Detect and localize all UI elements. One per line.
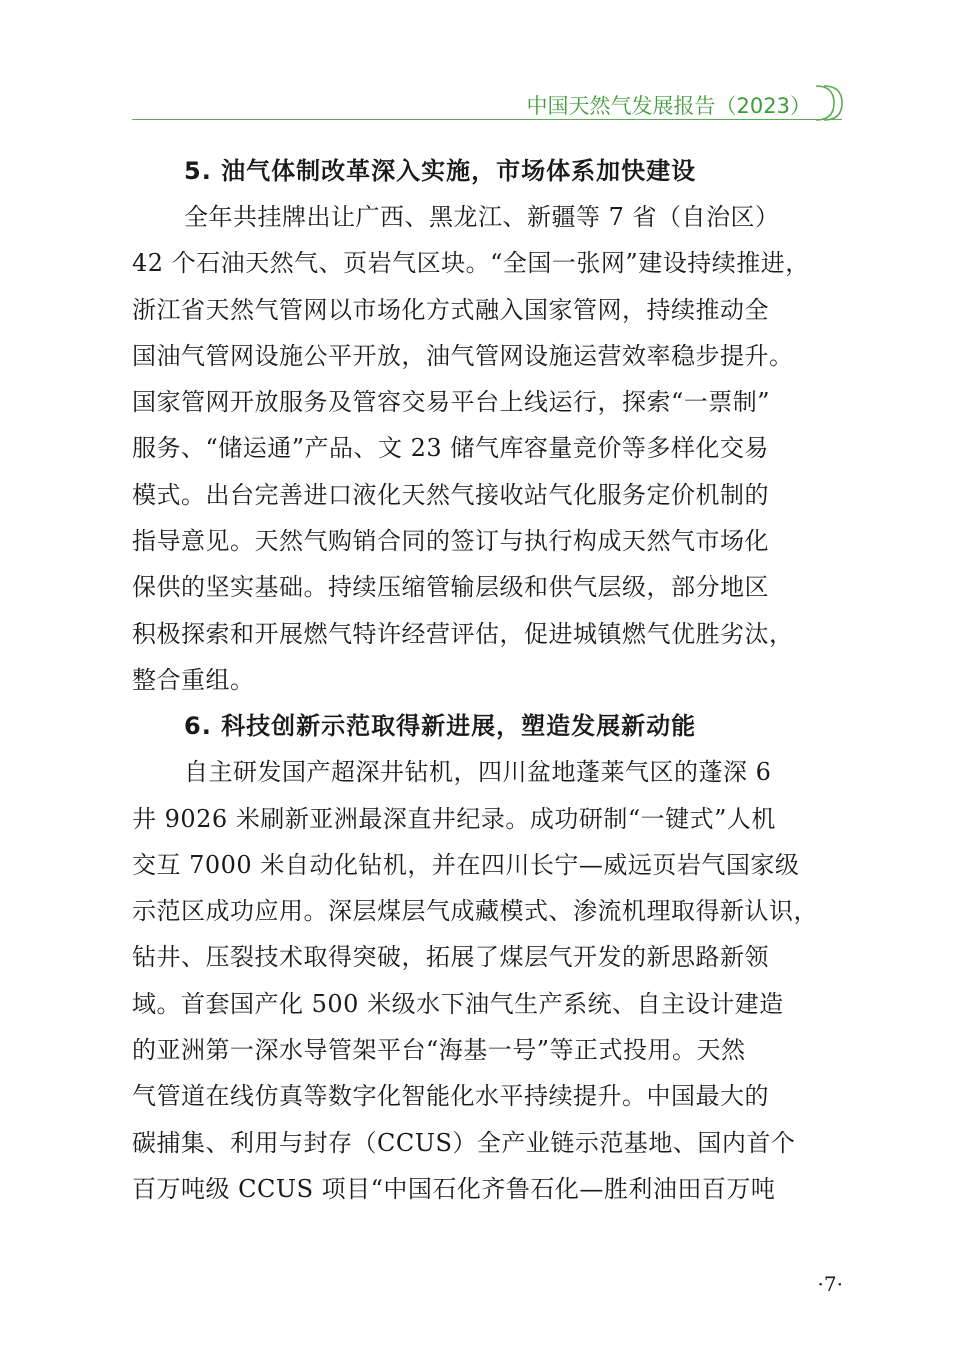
paragraph-line: 自主研发国产超深井钻机，四川盆地蓬莱气区的蓬深 6 (184, 758, 772, 787)
paragraph-line: 积极探索和开展燃气特许经营评估，促进城镇燃气优胜劣汰， (132, 619, 794, 648)
paragraph-line: 百万吨级 CCUS 项目“中国石化齐鲁石化—胜利油田百万吨 (132, 1174, 776, 1203)
paragraph-line: 国油气管网设施公平开放，油气管网设施运营效率稳步提升。 (132, 341, 794, 370)
paragraph-line: 服务、“储运通”产品、文 23 储气库容量竞价等多样化交易 (132, 434, 769, 463)
paragraph-line: 域。首套国产化 500 米级水下油气生产系统、自主设计建造 (132, 989, 784, 1018)
paragraph-line: 碳捕集、利用与封存（CCUS）全产业链示范基地、国内首个 (132, 1128, 796, 1157)
paragraph-line: 全年共挂牌出让广西、黑龙江、新疆等 7 省（自治区） (184, 203, 780, 231)
section-heading-6: 6. 科技创新示范取得新进展，塑造发展新动能 (184, 712, 697, 741)
paragraph-line: 钻井、压裂技术取得突破，拓展了煤层气开发的新思路新领 (132, 943, 769, 972)
header-rule (132, 119, 842, 120)
paragraph-line: 气管道在线仿真等数字化智能化水平持续提升。中国最大的 (132, 1082, 769, 1111)
paragraph-line: 示范区成功应用。深层煤层气成藏模式、渗流机理取得新认识， (132, 897, 818, 926)
paragraph-line: 的亚洲第一深水导管架平台“海基一号”等正式投用。天然 (132, 1036, 746, 1065)
section-heading-5: 5. 油气体制改革深入实施，市场体系加快建设 (184, 157, 697, 185)
paragraph-line: 井 9026 米刷新亚洲最深直井纪录。成功研制“一键式”人机 (132, 804, 776, 833)
paragraph-line: 保供的坚实基础。持续压缩管输层级和供气层级，部分地区 (132, 573, 769, 602)
page-body (132, 148, 840, 1212)
paragraph-line: 模式。出台完善进口液化天然气接收站气化服务定价机制的 (132, 480, 769, 509)
paragraph-line: 浙江省天然气管网以市场化方式融入国家管网，持续推动全 (132, 295, 769, 324)
page-number: ·7· (817, 1272, 843, 1296)
header-bracket-ornament (812, 84, 846, 122)
paragraph-line: 交互 7000 米自动化钻机，并在四川长宁—威远页岩气国家级 (132, 850, 800, 879)
paragraph-line: 42 个石油天然气、页岩气区块。“全国一张网”建设持续推进， (132, 249, 810, 278)
paragraph-line: 国家管网开放服务及管容交易平台上线运行，探索“一票制” (132, 388, 771, 417)
paragraph-line: 整合重组。 (132, 665, 255, 694)
paragraph-line: 指导意见。天然气购销合同的签订与执行构成天然气市场化 (132, 527, 769, 556)
running-header-title: 中国天然气发展报告（2023） (526, 94, 811, 118)
